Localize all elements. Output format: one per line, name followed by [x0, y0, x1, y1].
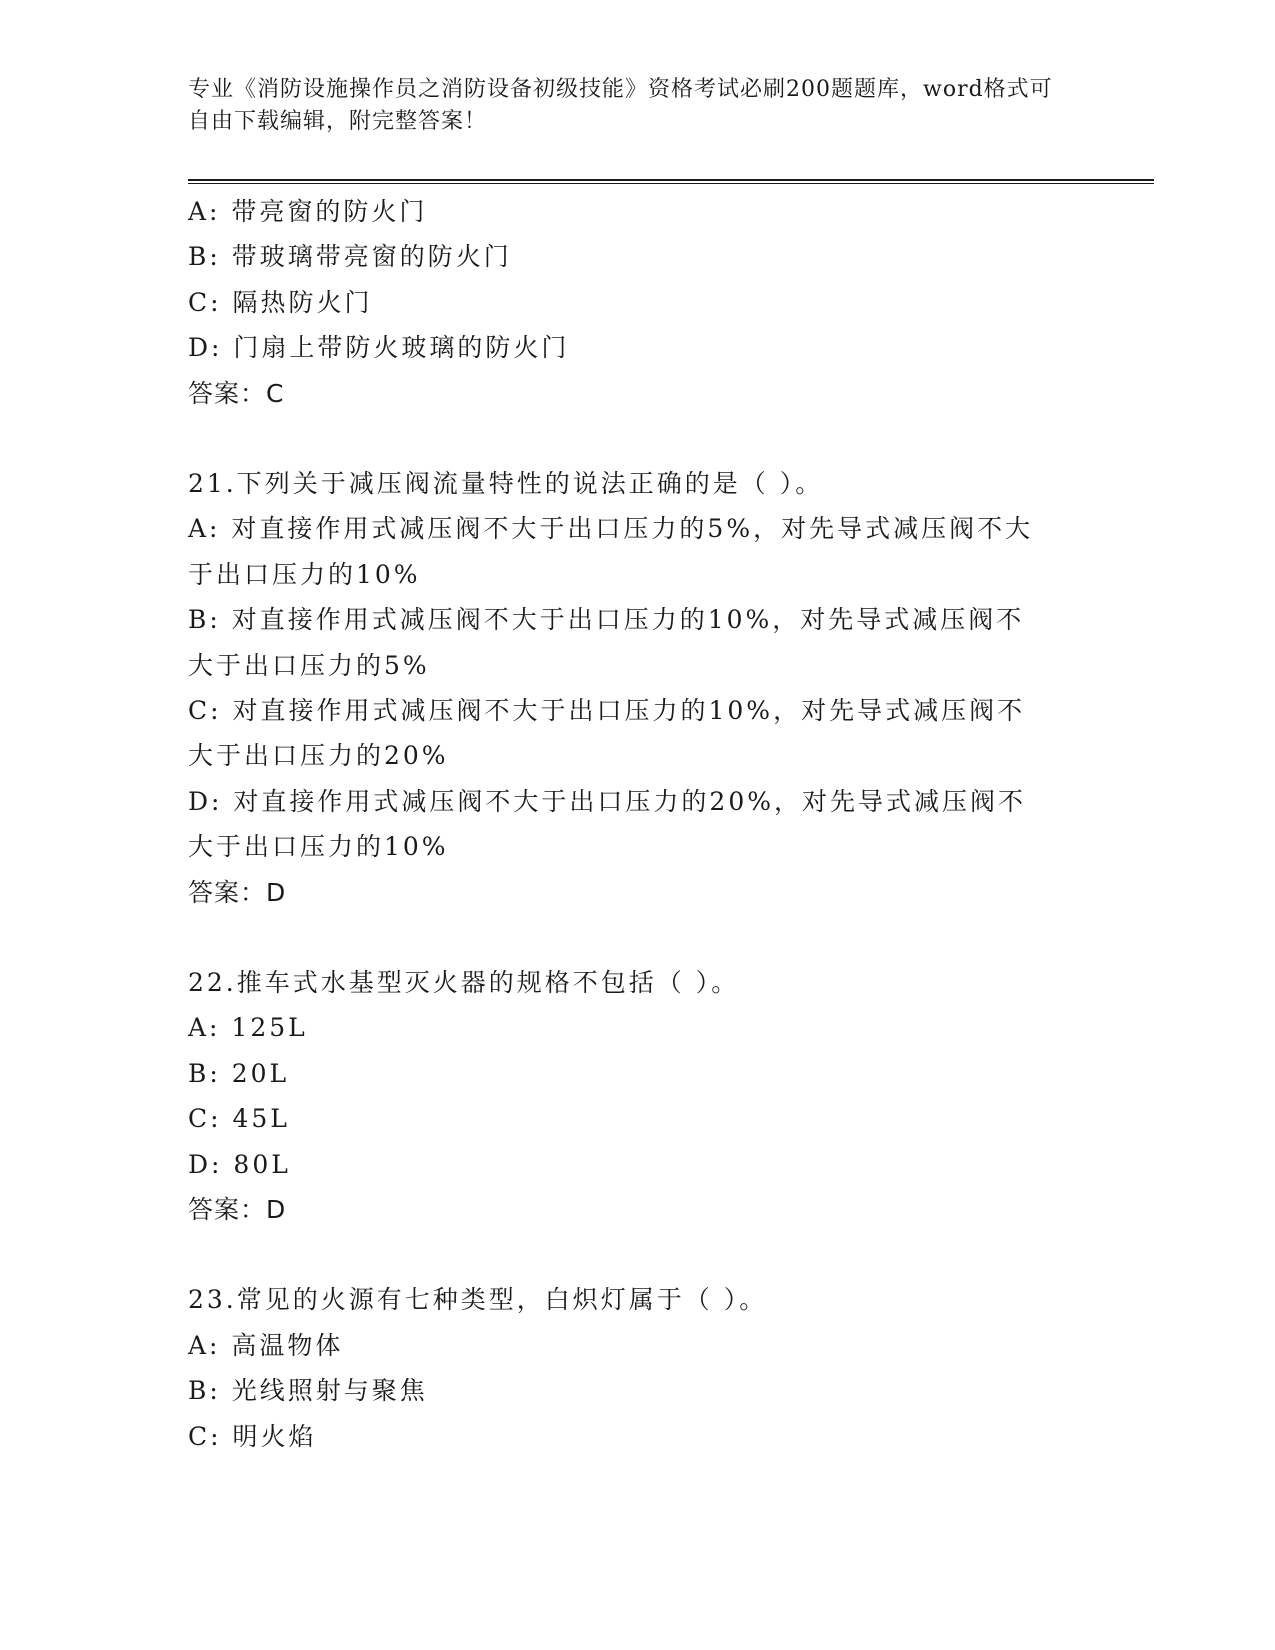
question-20-continuation: [188, 189, 1088, 416]
option-a: A: 125L: [188, 1013, 308, 1043]
question-stem: 21.下列关于减压阀流量特性的说法正确的是（ ）。: [188, 468, 824, 498]
spacer: [188, 1232, 1088, 1277]
question-22: [188, 960, 1088, 1232]
header-divider-thick: [188, 179, 1154, 181]
option-c: C: 隔热防火门: [188, 287, 373, 317]
header-title: 专业《消防设施操作员之消防设备初级技能》资格考试必刷200题题库，word格式可自由下载编辑，附完整答案！: [188, 77, 1053, 134]
question-23: [188, 1277, 1088, 1459]
answer-line: 答案：D: [188, 877, 287, 907]
question-stem: 22.推车式水基型灭火器的规格不包括（ ）。: [188, 967, 740, 997]
option-c: C: 对直接作用式减压阀不大于出口压力的10%，对先导式减压阀不大于出口压力的20%: [188, 695, 1026, 771]
option-d: D: 80L: [188, 1149, 291, 1179]
header-divider-thin: [188, 183, 1154, 184]
option-a: A: 对直接作用式减压阀不大于出口压力的5%，对先导式减压阀不大于出口压力的10%: [188, 514, 1034, 589]
document-header: [188, 74, 1068, 138]
option-b: B: 光线照射与聚焦: [188, 1376, 428, 1406]
spacer: [188, 915, 1088, 960]
answer-line: 答案：C: [188, 378, 285, 408]
option-c: C: 明火焰: [188, 1421, 317, 1451]
option-b: B: 带玻璃带亮窗的防火门: [188, 242, 512, 272]
question-21: [188, 461, 1088, 915]
question-list: [188, 189, 1088, 1459]
option-a: A: 高温物体: [188, 1330, 344, 1360]
option-c: C: 45L: [188, 1104, 290, 1134]
option-a: A: 带亮窗的防火门: [188, 197, 428, 226]
answer-line: 答案：D: [188, 1194, 287, 1224]
option-d: D: 对直接作用式减压阀不大于出口压力的20%，对先导式减压阀不大于出口压力的10%: [188, 786, 1026, 862]
option-b: B: 20L: [188, 1058, 290, 1088]
option-b: B: 对直接作用式减压阀不大于出口压力的10%，对先导式减压阀不大于出口压力的5%: [188, 605, 1025, 680]
option-d: D: 门扇上带防火玻璃的防火门: [188, 333, 570, 363]
question-stem: 23.常见的火源有七种类型，白炽灯属于（ ）。: [188, 1285, 768, 1315]
spacer: [188, 416, 1088, 461]
